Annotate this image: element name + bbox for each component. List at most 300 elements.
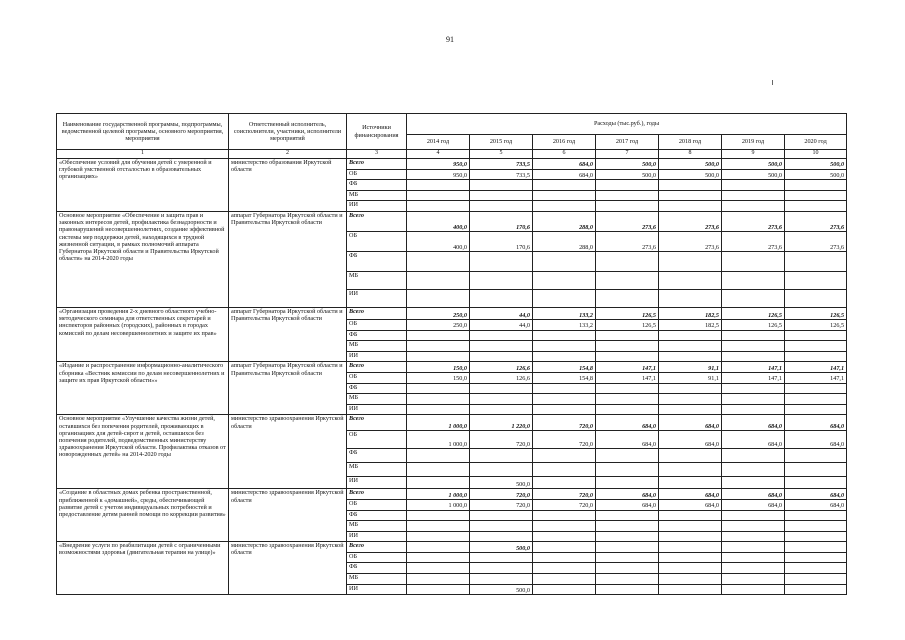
expense-value: 44,0 [470, 307, 533, 319]
expense-value [659, 542, 722, 553]
expense-value [596, 552, 659, 563]
column-index: 4 [407, 150, 470, 159]
funding-source: Всего [347, 489, 407, 500]
expense-value [785, 190, 847, 201]
activity-name: Основное мероприятие «Улучшение качества жизни детей, оставшихся без попечения родителей, проживающих в организациях для детей-сирот и детей, оставшихся без попечения родителей, подведомственных министерству здравоохранения Иркутской области. Профилактика отказов от новорожденных детей» на 2014-2020 годы [57, 415, 229, 489]
expense-value: 182,5 [659, 319, 722, 330]
expense-value: 182,5 [659, 307, 722, 319]
expense-value [533, 552, 596, 563]
expense-value: 147,1 [785, 362, 847, 373]
expense-value [596, 542, 659, 553]
expense-value: 500,0 [596, 159, 659, 170]
expense-value: 684,0 [659, 415, 722, 431]
expense-value: 500,0 [470, 477, 533, 489]
expense-value [659, 510, 722, 521]
expense-value: 273,6 [722, 211, 785, 231]
expense-value: 44,0 [470, 319, 533, 330]
funding-source: ФБ [347, 330, 407, 341]
expense-value: 733,5 [470, 159, 533, 170]
funding-source: МБ [347, 190, 407, 201]
funding-source: Всего [347, 415, 407, 431]
expense-value: 133,2 [533, 319, 596, 330]
header-name: Наименование государственной программы, подпрограммы, ведомственной целевой программы, основного мероприятия, мероприятия [57, 114, 229, 150]
expense-value [596, 449, 659, 463]
expense-value: 500,0 [722, 159, 785, 170]
funding-source: ИИ [347, 404, 407, 415]
responsible-executor: аппарат Губернатора Иркутской области и Правительства Иркутской области [229, 362, 347, 415]
expense-value: 147,1 [722, 362, 785, 373]
funding-source: ФБ [347, 449, 407, 463]
expense-value [785, 394, 847, 405]
expense-value [470, 289, 533, 307]
funding-source: ФБ [347, 563, 407, 574]
expense-value: 684,0 [596, 499, 659, 510]
expense-value [407, 574, 470, 585]
expense-value [722, 351, 785, 362]
expense-value [407, 531, 470, 542]
header-year: 2018 год [659, 135, 722, 150]
expense-value [533, 341, 596, 352]
expense-value [407, 180, 470, 191]
expense-value [470, 341, 533, 352]
expense-value: 150,0 [407, 372, 470, 383]
expense-value [407, 404, 470, 415]
expense-value: 684,0 [722, 499, 785, 510]
expense-value: 170,6 [470, 211, 533, 231]
column-index: 8 [659, 150, 722, 159]
column-index: 9 [722, 150, 785, 159]
column-index: 10 [785, 150, 847, 159]
expense-value: 720,0 [470, 431, 533, 449]
expense-value: 170,6 [470, 231, 533, 251]
funding-source: Всего [347, 362, 407, 373]
expense-value [533, 404, 596, 415]
expense-value [407, 542, 470, 553]
expense-value [722, 542, 785, 553]
expense-value [785, 542, 847, 553]
expense-value [596, 201, 659, 212]
expense-value [722, 477, 785, 489]
expense-value [407, 383, 470, 394]
expense-value [470, 404, 533, 415]
funding-source: ФБ [347, 251, 407, 271]
expense-value: 950,0 [407, 169, 470, 180]
expense-value: 500,0 [470, 542, 533, 553]
expense-value [407, 341, 470, 352]
expense-value [722, 289, 785, 307]
expense-value [533, 463, 596, 477]
expense-value [470, 251, 533, 271]
expense-value [470, 563, 533, 574]
expense-value [659, 463, 722, 477]
expense-value [785, 330, 847, 341]
expense-value: 684,0 [533, 169, 596, 180]
responsible-executor: министерство здравоохранения Иркутской области [229, 415, 347, 489]
expense-value [533, 477, 596, 489]
funding-source: ОБ [347, 552, 407, 563]
expense-value [533, 383, 596, 394]
activity-name: «Создание в областных домах ребенка пространственной, приближенной к «домашней», среды, обеспечивающей развитие детей с учетом индивидуальных потребностей и предоставление детям ранней помощи по коррекции развития» [57, 489, 229, 542]
expense-value [785, 510, 847, 521]
expense-value [407, 190, 470, 201]
expense-value [785, 563, 847, 574]
funding-source: ФБ [347, 510, 407, 521]
expense-value [722, 180, 785, 191]
header-year: 2020 год [785, 135, 847, 150]
expense-value: 733,5 [470, 169, 533, 180]
column-index: 7 [596, 150, 659, 159]
expense-value: 126,5 [596, 319, 659, 330]
expense-value: 154,8 [533, 372, 596, 383]
funding-source: ОБ [347, 372, 407, 383]
header-executor: Ответственный исполнитель, соисполнители, участники, исполнители мероприятий [229, 114, 347, 150]
expense-value [407, 521, 470, 532]
activity-name: «Организация проведения 2-х дневного областного учебно-методического семинара для ответственных секретарей и инспекторов районных (городских), районных в городах комиссий по делам несовершеннолетних и защите их прав» [57, 307, 229, 361]
expense-value: 684,0 [659, 431, 722, 449]
expense-value: 250,0 [407, 319, 470, 330]
expense-value [659, 584, 722, 595]
expense-value [722, 404, 785, 415]
expense-value: 684,0 [722, 489, 785, 500]
funding-source: ОБ [347, 231, 407, 251]
responsible-executor: аппарат Губернатора Иркутской области и Правительства Иркутской области [229, 307, 347, 361]
expense-value [596, 351, 659, 362]
expense-value [596, 341, 659, 352]
expense-value: 684,0 [596, 431, 659, 449]
expense-value [596, 271, 659, 289]
funding-source: Всего [347, 307, 407, 319]
expense-value [470, 351, 533, 362]
expense-value [785, 531, 847, 542]
expense-value [470, 201, 533, 212]
table-row [57, 362, 847, 373]
expense-value [659, 531, 722, 542]
expense-value: 684,0 [596, 489, 659, 500]
expense-value: 500,0 [785, 159, 847, 170]
expense-value [533, 190, 596, 201]
header-year: 2016 год [533, 135, 596, 150]
expense-value: 500,0 [596, 169, 659, 180]
expense-value [596, 394, 659, 405]
expense-value [722, 271, 785, 289]
expense-value: 500,0 [659, 159, 722, 170]
expense-value [722, 584, 785, 595]
expense-value [533, 289, 596, 307]
expense-value [785, 341, 847, 352]
header-year: 2015 год [470, 135, 533, 150]
expense-value [785, 201, 847, 212]
expense-value [785, 552, 847, 563]
column-index: 5 [470, 150, 533, 159]
expense-value [533, 563, 596, 574]
expense-value: 126,5 [785, 319, 847, 330]
expense-value: 500,0 [470, 584, 533, 595]
budget-table [56, 113, 847, 595]
column-index: 3 [347, 150, 407, 159]
expense-value [722, 190, 785, 201]
activity-name: «Обеспечение условий для обучения детей с умеренной и глубокой умственной отсталостью в образовательных организациях» [57, 159, 229, 212]
funding-source: ИИ [347, 477, 407, 489]
expense-value: 684,0 [596, 415, 659, 431]
funding-source: ФБ [347, 383, 407, 394]
funding-source: МБ [347, 394, 407, 405]
header-year: 2014 год [407, 135, 470, 150]
expense-value: 288,0 [533, 231, 596, 251]
expense-value: 1 000,0 [407, 499, 470, 510]
expense-value [470, 531, 533, 542]
responsible-executor: министерство образования Иркутской области [229, 159, 347, 212]
responsible-executor: министерство здравоохранения Иркутской области [229, 542, 347, 595]
expense-value: 91,1 [659, 372, 722, 383]
page-number: 91 [446, 35, 454, 44]
expense-value: 720,0 [470, 499, 533, 510]
table-row [57, 211, 847, 231]
expense-value [596, 251, 659, 271]
expense-value [470, 521, 533, 532]
funding-source: МБ [347, 271, 407, 289]
funding-source: ИИ [347, 289, 407, 307]
funding-source: Всего [347, 542, 407, 553]
header-expenses: Расходы (тыс.руб.), годы [407, 114, 847, 135]
expense-value [659, 341, 722, 352]
expense-value [785, 584, 847, 595]
funding-source: ФБ [347, 180, 407, 191]
activity-name: «Издание и распространение информационно-аналитического сборника «Вестник комиссии по делам несовершеннолетних и защите их прав Иркутской области»» [57, 362, 229, 415]
expense-value: 154,8 [533, 362, 596, 373]
expense-value: 273,6 [659, 231, 722, 251]
expense-value [470, 383, 533, 394]
expense-value [596, 477, 659, 489]
expense-value [596, 190, 659, 201]
expense-value: 273,6 [659, 211, 722, 231]
expense-value [659, 251, 722, 271]
expense-value [659, 330, 722, 341]
expense-value [407, 394, 470, 405]
expense-value: 720,0 [533, 431, 596, 449]
expense-value [659, 394, 722, 405]
funding-source: МБ [347, 341, 407, 352]
table-row [57, 415, 847, 431]
expense-value [533, 584, 596, 595]
expense-value: 250,0 [407, 307, 470, 319]
expense-value [659, 521, 722, 532]
expense-value [785, 289, 847, 307]
expense-value: 147,1 [596, 362, 659, 373]
expense-value [722, 201, 785, 212]
expense-value [722, 383, 785, 394]
expense-value [596, 463, 659, 477]
expense-value [596, 531, 659, 542]
expense-value [659, 201, 722, 212]
expense-value: 147,1 [785, 372, 847, 383]
funding-source: Всего [347, 159, 407, 170]
expense-value [596, 404, 659, 415]
expense-value [596, 521, 659, 532]
expense-value [659, 271, 722, 289]
expense-value [659, 289, 722, 307]
expense-value: 126,5 [596, 307, 659, 319]
expense-value: 126,5 [722, 307, 785, 319]
expense-value [785, 404, 847, 415]
funding-source: ОБ [347, 431, 407, 449]
table-row [57, 542, 847, 553]
expense-value: 1 220,0 [470, 415, 533, 431]
expense-value [407, 271, 470, 289]
funding-source: ИИ [347, 584, 407, 595]
expense-value [785, 271, 847, 289]
expense-value [533, 449, 596, 463]
expense-value [785, 477, 847, 489]
expense-value [407, 201, 470, 212]
expense-value [659, 477, 722, 489]
expense-value [722, 449, 785, 463]
expense-value [407, 584, 470, 595]
expense-value: 126,5 [785, 307, 847, 319]
expense-value: 273,6 [785, 231, 847, 251]
expense-value: 684,0 [659, 499, 722, 510]
expense-value [722, 341, 785, 352]
header-year: 2019 год [722, 135, 785, 150]
expense-value [533, 180, 596, 191]
expense-value [785, 574, 847, 585]
table-row [57, 159, 847, 170]
expense-value [785, 383, 847, 394]
expense-value: 684,0 [722, 415, 785, 431]
expense-value [533, 542, 596, 553]
expense-value [470, 463, 533, 477]
expense-value [596, 330, 659, 341]
expense-value: 126,6 [470, 372, 533, 383]
expense-value [659, 190, 722, 201]
expense-value [596, 563, 659, 574]
expense-value: 150,0 [407, 362, 470, 373]
expense-value [785, 521, 847, 532]
expense-value [596, 383, 659, 394]
expense-value [407, 330, 470, 341]
expense-value [722, 552, 785, 563]
expense-value [407, 289, 470, 307]
funding-source: ИИ [347, 531, 407, 542]
expense-value [407, 477, 470, 489]
expense-value [722, 521, 785, 532]
expense-value: 684,0 [785, 499, 847, 510]
expense-value: 1 000,0 [407, 489, 470, 500]
expense-value [533, 201, 596, 212]
expense-value: 126,5 [722, 319, 785, 330]
table-row [57, 489, 847, 500]
expense-value [470, 394, 533, 405]
expense-value: 720,0 [533, 499, 596, 510]
expense-value [722, 394, 785, 405]
expense-value: 720,0 [533, 489, 596, 500]
expense-value [659, 563, 722, 574]
expense-value [596, 584, 659, 595]
expense-value [407, 351, 470, 362]
funding-source: ОБ [347, 319, 407, 330]
expense-value [785, 180, 847, 191]
expense-value [470, 190, 533, 201]
expense-value [659, 351, 722, 362]
expense-value [659, 404, 722, 415]
expense-value: 684,0 [785, 431, 847, 449]
expense-value [722, 330, 785, 341]
expense-value: 126,6 [470, 362, 533, 373]
expense-value [407, 463, 470, 477]
expense-value [659, 574, 722, 585]
expense-value: 1 000,0 [407, 415, 470, 431]
expense-value [659, 449, 722, 463]
header-source: Источники финансирования [347, 114, 407, 150]
expense-value [785, 351, 847, 362]
expense-value [596, 510, 659, 521]
expense-value: 133,2 [533, 307, 596, 319]
expense-value: 684,0 [785, 489, 847, 500]
expense-value: 273,6 [785, 211, 847, 231]
expense-value [470, 449, 533, 463]
header-year: 2017 год [596, 135, 659, 150]
expense-value: 684,0 [722, 431, 785, 449]
expense-value: 400,0 [407, 231, 470, 251]
expense-value: 273,6 [596, 211, 659, 231]
expense-value [659, 552, 722, 563]
expense-value: 950,0 [407, 159, 470, 170]
expense-value: 500,0 [659, 169, 722, 180]
expense-value [533, 330, 596, 341]
funding-source: МБ [347, 574, 407, 585]
expense-value [659, 383, 722, 394]
expense-value [407, 251, 470, 271]
expense-value [596, 289, 659, 307]
expense-value [596, 180, 659, 191]
expense-value: 147,1 [722, 372, 785, 383]
expense-value: 400,0 [407, 211, 470, 231]
expense-value [785, 251, 847, 271]
scan-mark [772, 80, 773, 85]
expense-value [596, 574, 659, 585]
expense-value [470, 574, 533, 585]
funding-source: Всего [347, 211, 407, 231]
expense-value [470, 180, 533, 191]
expense-value: 273,6 [596, 231, 659, 251]
expense-value [407, 449, 470, 463]
expense-value [659, 180, 722, 191]
funding-source: МБ [347, 521, 407, 532]
funding-source: МБ [347, 463, 407, 477]
expense-value: 684,0 [659, 489, 722, 500]
funding-source: ОБ [347, 169, 407, 180]
budget-table-body [57, 159, 847, 595]
expense-value [533, 394, 596, 405]
expense-value [533, 574, 596, 585]
responsible-executor: министерство здравоохранения Иркутской области [229, 489, 347, 542]
expense-value [785, 449, 847, 463]
expense-value [470, 552, 533, 563]
expense-value [533, 521, 596, 532]
expense-value: 273,6 [722, 231, 785, 251]
expense-value: 91,1 [659, 362, 722, 373]
expense-value: 147,1 [596, 372, 659, 383]
expense-value: 288,0 [533, 211, 596, 231]
expense-value [722, 531, 785, 542]
expense-value [722, 563, 785, 574]
activity-name: Основное мероприятие «Обеспечение и защита прав и законных интересов детей, профилактика безнадзорности и правонарушений несовершеннолетних, создание эффективной системы мер поддержки детей, находящихся в трудной жизненной ситуации, в рамках полномочий аппарата Губернатора Иркутской области и Правительства Иркутской области» на 2014-2020 годы [57, 211, 229, 307]
expense-value [722, 463, 785, 477]
expense-value: 684,0 [785, 415, 847, 431]
funding-source: ИИ [347, 351, 407, 362]
expense-value [722, 251, 785, 271]
expense-value: 1 000,0 [407, 431, 470, 449]
expense-value [470, 330, 533, 341]
